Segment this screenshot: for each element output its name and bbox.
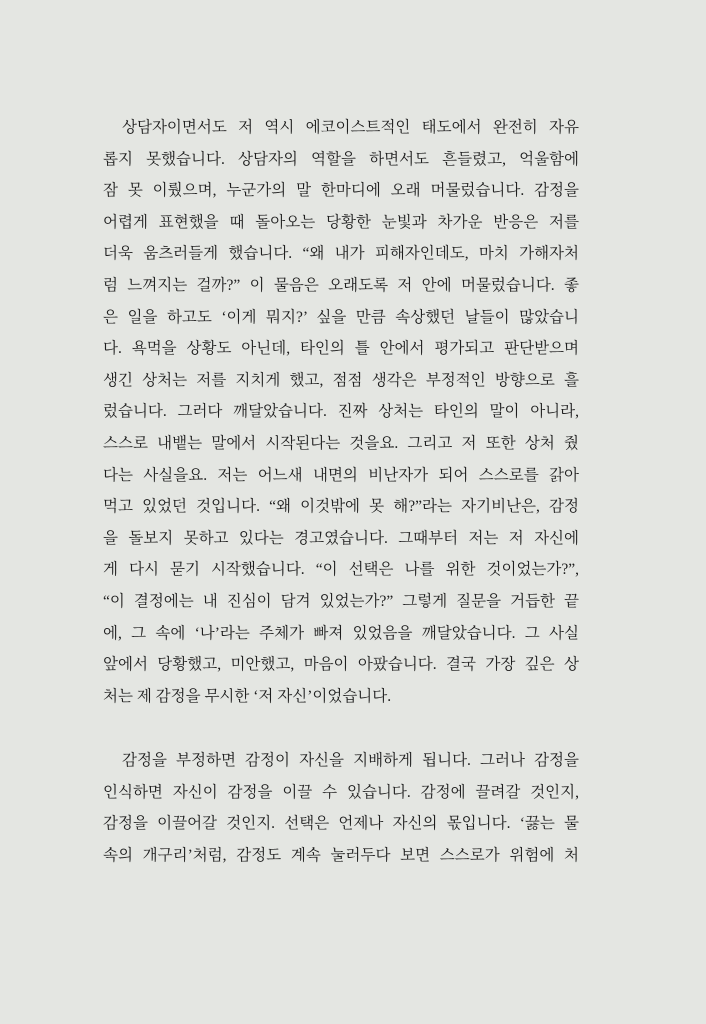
text-line: 은 일을 하고도 ‘이게 뭐지?’ 싶을 만큼 속상했던 날들이 많았습니 bbox=[103, 308, 579, 326]
text-line: 인식하면 자신이 감정을 이끌 수 있습니다. 감정에 끌려갈 것인지, bbox=[103, 783, 579, 801]
text-line: 감정을 부정하면 감정이 자신을 지배하게 됩니다. 그러나 감정을 bbox=[122, 752, 579, 769]
text-line: 롭지 못했습니다. 상담자의 역할을 하면서도 흔들렸고, 억울함에 bbox=[103, 150, 579, 168]
text-line: 먹고 있었던 것입니다. “왜 이것밖에 못 해?”라는 자기비난은, 감정 bbox=[103, 498, 579, 516]
paragraph bbox=[103, 745, 579, 871]
text-line: 다는 사실을요. 저는 어느새 내면의 비난자가 되어 스스로를 갉아 bbox=[103, 466, 579, 484]
text-line: 럼 느껴지는 걸까?” 이 물음은 오래도록 저 안에 머물렀습니다. 좋 bbox=[103, 276, 579, 294]
text-line: 에, 그 속에 ‘나’라는 주체가 빠져 있었음을 깨달았습니다. 그 사실 bbox=[103, 624, 579, 642]
paragraph bbox=[103, 112, 579, 712]
text-line: 감정을 이끌어갈 것인지. 선택은 언제나 자신의 몫입니다. ‘끓는 물 bbox=[103, 815, 579, 833]
text-line: 다. 욕먹을 상황도 아닌데, 타인의 틀 안에서 평가되고 판단받으며 bbox=[103, 340, 579, 358]
text-line: “이 결정에는 내 진심이 담겨 있었는가?” 그렇게 질문을 거듭한 끝 bbox=[103, 592, 579, 610]
text-line: 앞에서 당황했고, 미안했고, 마음이 아팠습니다. 결국 가장 깊은 상 bbox=[103, 656, 579, 674]
text-line: 속의 개구리’처럼, 감정도 계속 눌러두다 보면 스스로가 위험에 처 bbox=[103, 846, 579, 864]
text-line: 상담자이면서도 저 역시 에코이스트적인 태도에서 완전히 자유 bbox=[122, 119, 579, 136]
text-line: 처는 제 감정을 무시한 ‘저 자신’이었습니다. bbox=[103, 687, 392, 705]
text-line: 잠 못 이뤘으며, 누군가의 말 한마디에 오래 머물렀습니다. 감정을 bbox=[103, 182, 579, 200]
text-line: 어렵게 표현했을 때 돌아오는 당황한 눈빛과 차가운 반응은 저를 bbox=[103, 213, 579, 231]
text-line: 스스로 내뱉는 말에서 시작된다는 것을요. 그리고 저 또한 상처 줬 bbox=[103, 434, 579, 452]
text-line: 렀습니다. 그러다 깨달았습니다. 진짜 상처는 타인의 말이 아니라, bbox=[103, 403, 579, 421]
text-line: 생긴 상처는 저를 지치게 했고, 점점 생각은 부정적인 방향으로 흘 bbox=[103, 371, 579, 389]
text-line: 게 다시 묻기 시작했습니다. “이 선택은 나를 위한 것이었는가?”, bbox=[103, 561, 579, 579]
text-line: 을 돌보지 못하고 있다는 경고였습니다. 그때부터 저는 저 자신에 bbox=[103, 529, 579, 547]
text-line: 더욱 움츠러들게 했습니다. “왜 내가 피해자인데도, 마치 가해자처 bbox=[103, 245, 579, 263]
